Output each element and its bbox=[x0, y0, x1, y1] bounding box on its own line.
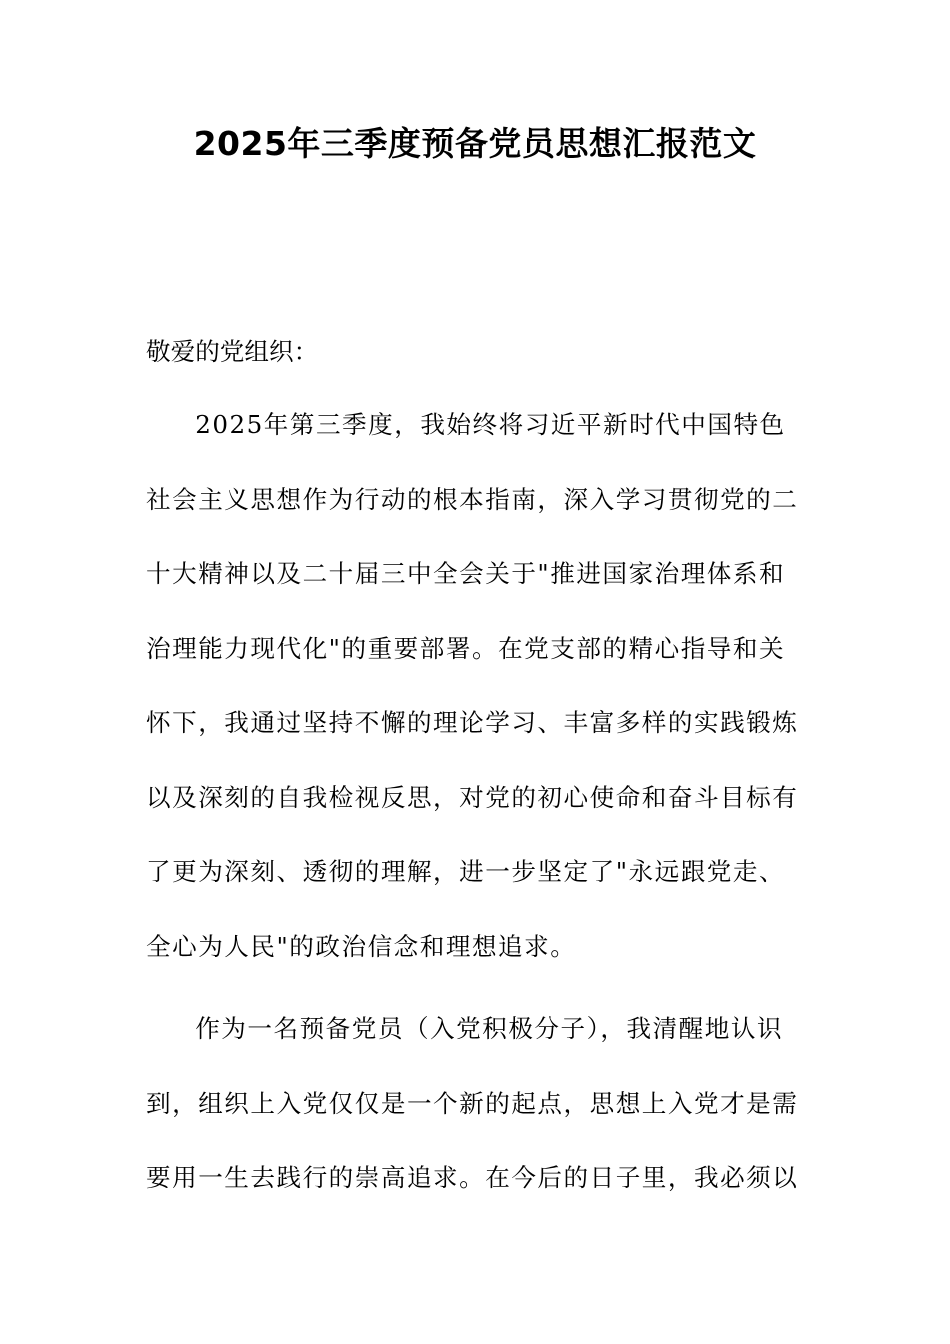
paragraph-2: 作为一名预备党员（入党积极分子），我清醒地认识到，组织上入党仅仅是一个新的起点，思想上入党才是需要用一生去践行的崇高追求。在今后的日子里，我必须以 bbox=[146, 1014, 799, 1192]
document-title: 2025年三季度预备党员思想汇报范文 bbox=[193, 124, 757, 163]
paragraph-1: 2025年第三季度，我始终将习近平新时代中国特色社会主义思想作为行动的根本指南，深入学习贯彻党的二十大精神以及二十届三中全会关于"推进国家治理体系和治理能力现代化"的重要部署。在党支部的精心指导和关怀下，我通过坚持不懈的理论学习、丰富多样的实践锻炼以及深刻的自我检视反思，对党的初心使命和奋斗目标有了更为深刻、透彻的理解，进一步坚定了"永远跟党走、全心为人民"的政治信念和理想追求。 bbox=[146, 410, 799, 961]
salutation: 敬爱的党组织： bbox=[146, 337, 319, 366]
